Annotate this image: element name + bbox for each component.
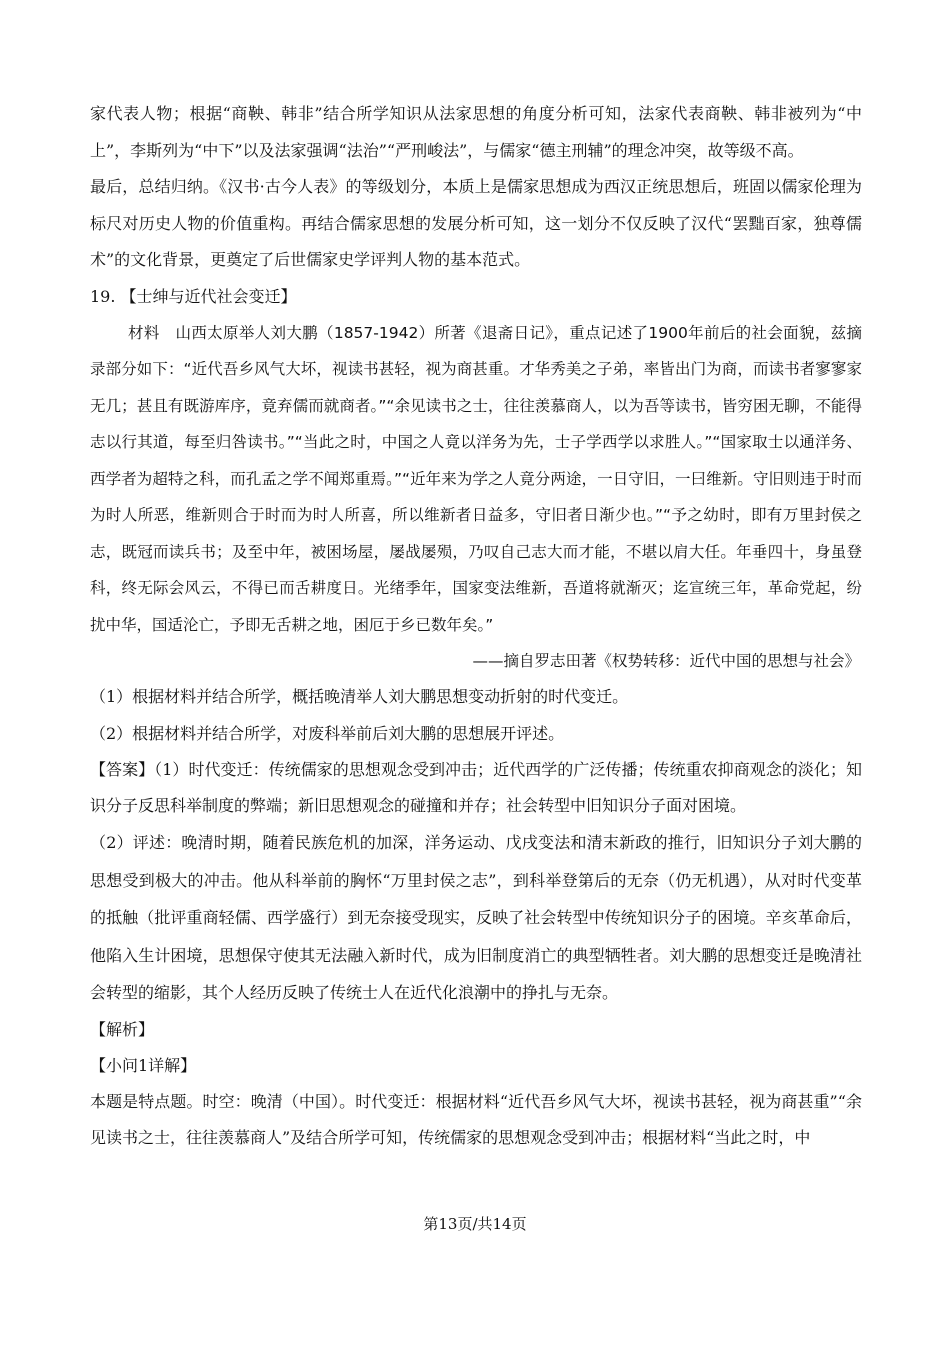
question-material: 材料 山西太原举人刘大鹏（1857-1942）所著《退斋日记》，重点记述了1900年前后的社会面貌，兹摘录部分如下：“近代吾乡风气大坏，视读书甚轻，视为商甚重。才华秀美之子弟，率皆出门为商，而读书者寥寥家无几；甚且有既游库序，竟弃儒而就商者。”“余见读书之士，往往羡慕商人，以为吾等读书，皆穷困无聊，不能得志以行其道，每至归咎读书。”“当此之时，中国之人竟以洋务为先，士子学西学以求胜人。”“国家取士以通洋务、西学者为超特之科，而孔孟之学不闻郑重焉。”“近年来为学之人竟分两途，一日守旧，一曰维新。守旧则违于时而为时人所恶，维新则合于时而为时人所喜，所以维新者日益多，守旧者日渐少也。”“予之幼时，即有万里封侯之志，既冠而读兵书；及至中年，被困场屋，屡战屡殒，乃叹自己志大而才能，不堪以肩大任。年垂四十，身虽登科，终无际会风云，不得已而舌耕度日。光绪季年，国家变法维新，吾道将就渐灭；迄宣统三年，革命党起，纷扰中华，国适沦亡，予即无舌耕之地，困厄于乡已数年矣。” bbox=[90, 323, 862, 634]
answer-text-1: （1）时代变迁：传统儒家的思想观念受到冲击；近代西学的广泛传播；传统重农抑商观念的淡化；知识分子反思科举制度的弊端；新旧思想观念的碰撞和并存；社会转型中旧知识分子面对困境。 bbox=[90, 760, 862, 815]
answer-part-1 bbox=[90, 752, 862, 824]
intro-paragraph-2: 最后，总结归纳。《汉书·古今人表》的等级划分，本质上是儒家思想成为西汉正统思想后，班固以儒家伦理为标尺对历史人物的价值重构。再结合儒家思想的发展分析可知，这一划分不仅反映了汉代“罢黜百家，独尊儒术”的文化背景，更奠定了后世儒家史学评判人物的基本范式。 bbox=[90, 177, 862, 269]
material-source: ——摘自罗志田著《权势转移：近代中国的思想与社会》 bbox=[472, 652, 860, 670]
analysis-label: 【解析】 bbox=[90, 1019, 155, 1039]
question-heading bbox=[90, 279, 862, 315]
question-number: 19. bbox=[90, 286, 116, 306]
analysis-text: 本题是特点题。时空：晚清（中国）。时代变迁：根据材料“近代吾乡风气大坏，视读书甚轻，视为商甚重”“余见读书之士，往往羡慕商人”及结合所学可知，传统儒家的思想观念受到冲击；根据材料“当此之时，中 bbox=[90, 1091, 862, 1147]
answer-part-2: （2）评述：晚清时期，随着民族危机的加深，洋务运动、戊戌变法和清末新政的推行，旧知识分子刘大鹏的思想受到极大的冲击。他从科举前的胸怀“万里封侯之志”，到科举登第后的无奈（仍无机遇），从对时代变革的抵触（批评重商轻儒、西学盛行）到无奈接受现实，反映了社会转型中传统知识分子的困境。辛亥革命后，他陷入生计困境，思想保守使其无法融入新时代，成为旧制度消亡的典型牺牲者。刘大鹏的思想变迁是晚清社会转型的缩影，其个人经历反映了传统士人在近代化浪潮中的挣扎与无奈。 bbox=[90, 833, 862, 1002]
sub-question-1: （1）根据材料并结合所学，概括晚清举人刘大鹏思想变动折射的时代变迁。 bbox=[90, 687, 629, 706]
answer-label: 【答案】 bbox=[90, 760, 155, 779]
intro-paragraph-1: 家代表人物；根据“商鞅、韩非”结合所学知识从法家思想的角度分析可知，法家代表商鞅、韩非被列为“中上”，李斯列为“中下”以及法家强调“法治”“严刑峻法”，与儒家“德主刑辅”的理念冲突，故等级不高。 bbox=[90, 104, 862, 160]
analysis-sub-label: 【小问1详解】 bbox=[90, 1055, 197, 1075]
question-title: 【士绅与近代社会变迁】 bbox=[120, 286, 297, 306]
page-number: 第13页/共14页 bbox=[423, 1215, 527, 1233]
sub-question-2: （2）根据材料并结合所学，对废科举前后刘大鹏的思想展开评述。 bbox=[90, 723, 565, 743]
